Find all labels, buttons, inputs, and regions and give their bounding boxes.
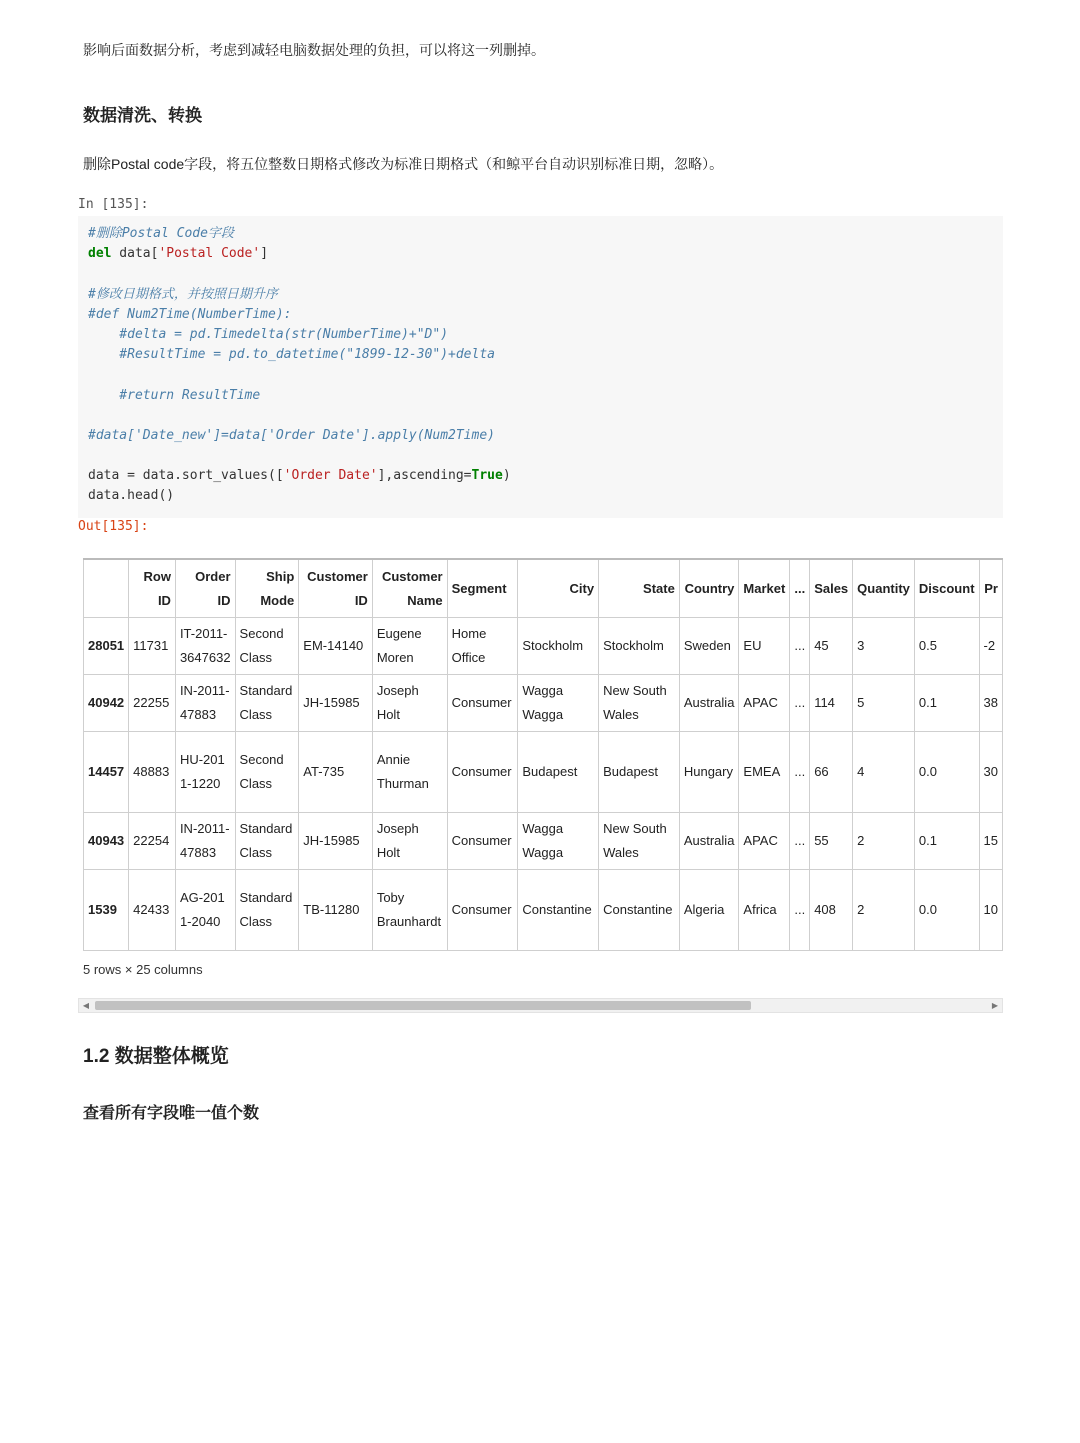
code-text: ] — [260, 246, 269, 262]
code-line — [88, 224, 993, 244]
table-cell: 11731 — [129, 618, 176, 675]
input-prompt: In [135]: — [78, 197, 149, 212]
table-cell: Australia — [679, 675, 739, 732]
table-cell: ... — [790, 813, 810, 870]
table-cell: 0.0 — [914, 870, 979, 951]
table-row — [84, 618, 1003, 675]
table-cell: Eugene Moren — [372, 618, 447, 675]
table-cell: Wagga Wagga — [518, 813, 599, 870]
column-header: State — [599, 559, 680, 618]
table-cell: 42433 — [129, 870, 176, 951]
code-text: data[ — [111, 246, 159, 262]
table-cell: IT-2011-3647632 — [175, 618, 235, 675]
code-blank-line — [88, 446, 993, 466]
code-comment: #return ResultTime — [88, 387, 261, 403]
column-header — [84, 559, 129, 618]
table-cell: 22254 — [129, 813, 176, 870]
output-prompt: Out[135]: — [78, 519, 149, 534]
table-cell: 45 — [810, 618, 853, 675]
table-cell: Hungary — [679, 732, 739, 813]
code-comment: #删除Postal Code字段 — [88, 226, 234, 241]
table-row — [84, 813, 1003, 870]
column-header: Country — [679, 559, 739, 618]
table-cell: 0.1 — [914, 675, 979, 732]
code-string: 'Order Date' — [283, 468, 378, 484]
table-cell: APAC — [739, 675, 790, 732]
table-cell: Joseph Holt — [372, 675, 447, 732]
table-cell: Budapest — [599, 732, 680, 813]
table-cell: Second Class — [235, 618, 299, 675]
table-cell: New South Wales — [599, 675, 680, 732]
code-text: ],ascending= — [377, 468, 472, 484]
column-header: Discount — [914, 559, 979, 618]
table-row — [84, 732, 1003, 813]
table-cell: 114 — [810, 675, 853, 732]
column-header: Row ID — [129, 559, 176, 618]
table-cell: 55 — [810, 813, 853, 870]
code-line — [88, 345, 993, 365]
table-cell: 15 — [979, 813, 1002, 870]
sub-heading: 查看所有字段唯一值个数 — [83, 1105, 260, 1122]
table-cell: AG-2011-2040 — [175, 870, 235, 951]
code-comment: #data['Date_new']=data['Order Date'].apply(Num2Time) — [88, 427, 495, 443]
code-text: ) — [502, 468, 511, 484]
table-cell: Stockholm — [518, 618, 599, 675]
code-line — [88, 305, 993, 325]
table-cell: Home Office — [447, 618, 518, 675]
code-blank-line — [88, 365, 993, 385]
row-index: 28051 — [84, 618, 129, 675]
column-header: Customer Name — [372, 559, 447, 618]
table-cell: Australia — [679, 813, 739, 870]
table-cell: New South Wales — [599, 813, 680, 870]
description-paragraph: 删除Postal code字段，将五位整数日期格式修改为标准日期格式（和鲸平台自动识别标准日期，忽略）。 — [83, 156, 724, 172]
scroll-right-icon[interactable]: ▶ — [991, 1001, 999, 1010]
code-line — [88, 466, 993, 486]
column-header: City — [518, 559, 599, 618]
row-index: 1539 — [84, 870, 129, 951]
column-header: Segment — [447, 559, 518, 618]
table-cell: Wagga Wagga — [518, 675, 599, 732]
table-row — [84, 675, 1003, 732]
table-cell: 408 — [810, 870, 853, 951]
table-cell: Algeria — [679, 870, 739, 951]
table-cell: Constantine — [518, 870, 599, 951]
row-index: 14457 — [84, 732, 129, 813]
code-line — [88, 386, 993, 406]
table-cell: ... — [790, 618, 810, 675]
row-index: 40943 — [84, 813, 129, 870]
table-cell: APAC — [739, 813, 790, 870]
table-cell: Africa — [739, 870, 790, 951]
table-cell: Consumer — [447, 813, 518, 870]
code-text: data = data.sort_values([ — [88, 468, 284, 484]
dataframe-table — [83, 558, 1003, 951]
column-header: Sales — [810, 559, 853, 618]
scrollbar-thumb[interactable] — [95, 1001, 751, 1010]
scroll-left-icon[interactable]: ◀ — [82, 1001, 90, 1010]
table-cell: Stockholm — [599, 618, 680, 675]
table-cell: Standard Class — [235, 813, 299, 870]
code-comment: #ResultTime = pd.to_datetime("1899-12-30")+delta — [88, 347, 495, 363]
table-cell: JH-15985 — [299, 675, 373, 732]
table-cell: ... — [790, 732, 810, 813]
column-header: Order ID — [175, 559, 235, 618]
table-cell: 0.1 — [914, 813, 979, 870]
code-line — [88, 325, 993, 345]
dataframe-shape: 5 rows × 25 columns — [83, 962, 203, 977]
table-cell: HU-2011-1220 — [175, 732, 235, 813]
table-cell: Sweden — [679, 618, 739, 675]
column-header: Customer ID — [299, 559, 373, 618]
table-cell: 48883 — [129, 732, 176, 813]
code-comment: #def Num2Time(NumberTime): — [88, 306, 292, 322]
table-cell: 22255 — [129, 675, 176, 732]
column-header: Market — [739, 559, 790, 618]
horizontal-scrollbar[interactable] — [78, 998, 1003, 1013]
column-header: Pr — [979, 559, 1002, 618]
code-string: 'Postal Code' — [158, 246, 261, 262]
code-line — [88, 486, 993, 506]
table-cell: Budapest — [518, 732, 599, 813]
table-cell: Consumer — [447, 870, 518, 951]
table-cell: Standard Class — [235, 870, 299, 951]
code-boolean: True — [471, 468, 503, 484]
table-cell: JH-15985 — [299, 813, 373, 870]
table-cell: 2 — [853, 870, 915, 951]
table-cell: 0.5 — [914, 618, 979, 675]
table-header-row — [84, 559, 1003, 618]
table-cell: Toby Braunhardt — [372, 870, 447, 951]
section-heading: 数据清洗、转换 — [83, 106, 202, 125]
code-blank-line — [88, 264, 993, 284]
table-cell: ... — [790, 675, 810, 732]
table-cell: 3 — [853, 618, 915, 675]
column-header: Ship Mode — [235, 559, 299, 618]
column-header: ... — [790, 559, 810, 618]
table-cell: IN-2011-47883 — [175, 675, 235, 732]
code-line — [88, 244, 993, 264]
table-cell: 10 — [979, 870, 1002, 951]
code-text: data.head() — [88, 488, 175, 504]
table-cell: AT-735 — [299, 732, 373, 813]
table-cell: Standard Class — [235, 675, 299, 732]
table-cell: 2 — [853, 813, 915, 870]
table-cell: 66 — [810, 732, 853, 813]
table-cell: 0.0 — [914, 732, 979, 813]
dataframe-output[interactable] — [83, 558, 1003, 954]
table-cell: Consumer — [447, 675, 518, 732]
table-cell: 5 — [853, 675, 915, 732]
table-cell: EMEA — [739, 732, 790, 813]
table-cell: 4 — [853, 732, 915, 813]
row-index: 40942 — [84, 675, 129, 732]
table-cell: TB-11280 — [299, 870, 373, 951]
table-cell: Second Class — [235, 732, 299, 813]
code-comment: #修改日期格式，并按照日期升序 — [88, 286, 278, 302]
table-cell: EM-14140 — [299, 618, 373, 675]
code-blank-line — [88, 406, 993, 426]
column-header: Quantity — [853, 559, 915, 618]
code-line — [88, 285, 993, 305]
table-cell: EU — [739, 618, 790, 675]
table-cell: 38 — [979, 675, 1002, 732]
table-row — [84, 870, 1003, 951]
intro-paragraph: 影响后面数据分析，考虑到减轻电脑数据处理的负担，可以将这一列删掉。 — [83, 42, 545, 58]
table-cell: Consumer — [447, 732, 518, 813]
table-cell: Constantine — [599, 870, 680, 951]
code-keyword: del — [88, 246, 112, 262]
section-heading-1-2: 1.2 数据整体概览 — [83, 1046, 229, 1067]
code-comment: #delta = pd.Timedelta(str(NumberTime)+"D") — [88, 326, 449, 342]
table-cell: IN-2011-47883 — [175, 813, 235, 870]
table-cell: 30 — [979, 732, 1002, 813]
table-cell: ... — [790, 870, 810, 951]
table-cell: Annie Thurman — [372, 732, 447, 813]
table-cell: Joseph Holt — [372, 813, 447, 870]
table-cell: -2 — [979, 618, 1002, 675]
code-cell[interactable] — [78, 216, 1003, 518]
code-line — [88, 426, 993, 446]
